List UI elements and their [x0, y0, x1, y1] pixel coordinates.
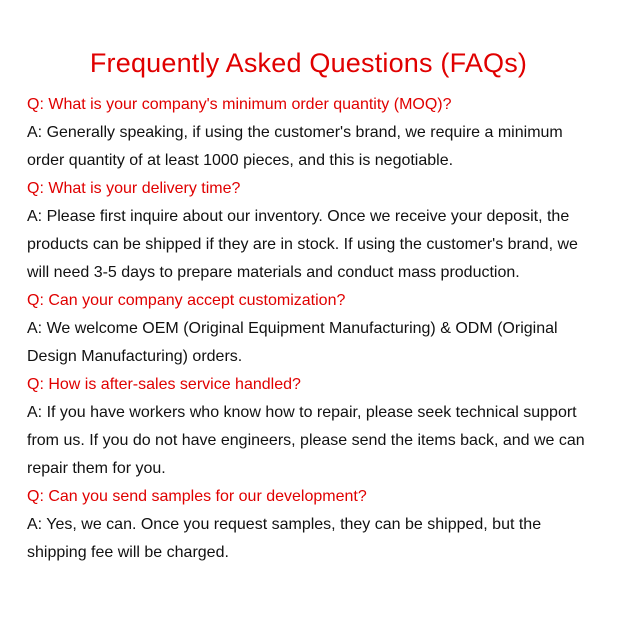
- faq-item-customization: [27, 287, 602, 371]
- faq-question: Q: What is your company's minimum order quantity (MOQ)?: [27, 96, 452, 113]
- faq-answer: A: Generally speaking, if using the customer's brand, we require a minimum order quantity of at least 1000 pieces, and this is negotiable.: [27, 124, 563, 169]
- faq-answer: A: If you have workers who know how to repair, please seek technical support from us. If you do not have engineers, please send the items back, and we can repair them for you.: [27, 404, 585, 477]
- faq-item-moq: [27, 91, 602, 175]
- faq-answer: A: Yes, we can. Once you request samples, they can be shipped, but the shipping fee will be charged.: [27, 516, 542, 561]
- faq-question: Q: Can you send samples for our development?: [27, 488, 367, 505]
- page-title: Frequently Asked Questions (FAQs): [89, 48, 528, 78]
- faq-item-after-sales: [27, 371, 602, 483]
- faq-question: Q: What is your delivery time?: [27, 180, 241, 197]
- faq-answer: A: Please first inquire about our inventory. Once we receive your deposit, the products can be shipped if they are in stock. If using the customer's brand, we will need 3-5 days to prepare materials and conduct mass production.: [27, 208, 578, 281]
- faq-question: Q: How is after-sales service handled?: [27, 376, 301, 393]
- faq-list: [27, 91, 602, 567]
- faq-item-samples: [27, 483, 602, 567]
- faq-answer: A: We welcome OEM (Original Equipment Manufacturing) & ODM (Original Design Manufacturing) orders.: [27, 320, 558, 365]
- faq-question: Q: Can your company accept customization?: [27, 292, 346, 309]
- faq-item-delivery-time: [27, 175, 602, 287]
